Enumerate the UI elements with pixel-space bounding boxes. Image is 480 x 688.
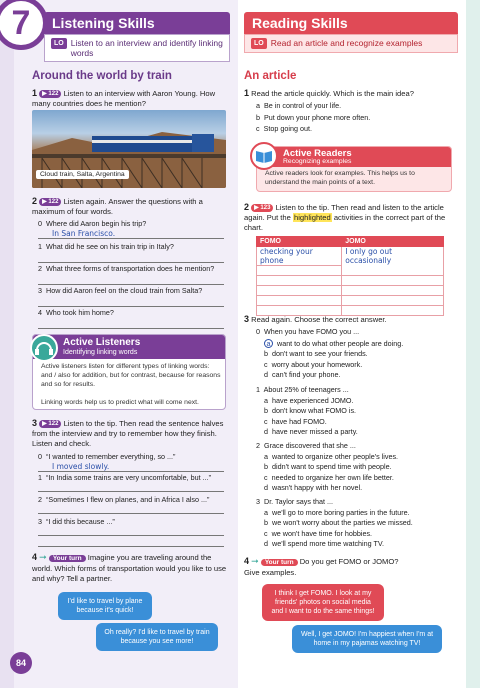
option-text: wanted to organize other people's lives. <box>272 451 399 461</box>
q3-item-1 <box>38 473 224 492</box>
question-number: 2 <box>32 196 38 206</box>
listening-header <box>44 12 230 62</box>
item-number: 3 <box>38 286 42 295</box>
your-turn-tag: Your turn <box>261 559 298 566</box>
answer-field[interactable] <box>38 306 224 307</box>
speaking-icon: ➞ <box>39 552 47 562</box>
option-d[interactable] <box>256 483 460 493</box>
speech-bubble-1: I'd like to travel by plane because it's quick! <box>58 592 152 620</box>
lo-tag: LO <box>251 38 267 49</box>
speech-bubble-4: Well, I get JOMO! I'm happiest when I'm at home in my pajamas watching TV! <box>292 625 442 653</box>
answer-field[interactable] <box>38 546 224 547</box>
objective-text: Read an article and recognize examples <box>270 38 423 48</box>
circled-answer: a <box>264 339 273 348</box>
headphones-icon <box>29 333 59 363</box>
option-letter: b <box>264 406 268 415</box>
question-number: 1 <box>244 88 250 98</box>
option-b[interactable] <box>256 113 456 123</box>
jomo-cell[interactable] <box>342 286 444 296</box>
q1-options <box>256 101 456 134</box>
group-question: Dr. Taylor says that ... <box>264 497 333 506</box>
option-text: don't want to see your friends. <box>272 349 368 358</box>
option-letter: c <box>264 472 268 482</box>
q3-item-3 <box>38 517 224 547</box>
group-question: About 25% of teenagers ... <box>263 385 349 394</box>
your-turn-tag: Your turn <box>49 555 86 562</box>
speech-bubble-2: Oh really? I'd like to travel by train because you see more! <box>96 623 218 651</box>
q2-item-2 <box>38 264 224 285</box>
active-listeners-subtitle: Identifying linking words <box>63 349 138 356</box>
option-text: Stop going out. <box>263 124 312 133</box>
option-letter: c <box>256 124 260 133</box>
question-text-cont: activities in the correct part of the chart. <box>244 213 446 232</box>
item-number: 4 <box>38 308 42 317</box>
option-letter: a <box>256 101 260 110</box>
left-edge-strip <box>0 0 14 688</box>
option-text: Put down your phone more often. <box>264 112 371 122</box>
option-letter: b <box>264 518 268 527</box>
option-letter: d <box>264 427 268 436</box>
option-d[interactable] <box>256 370 460 380</box>
reading-header <box>244 12 458 56</box>
right-question-4 <box>244 556 458 578</box>
active-readers-box <box>256 146 452 192</box>
question-text: Listen to the tip. Then read the sentence halves from the interview and try to remember how they finish. Listen and check. <box>32 419 224 448</box>
group-question: When you have FOMO you ... <box>264 327 360 336</box>
active-listeners-body: Active listeners listen for different types of linking words: and / also for addition, but for contrast, because for reasons and so for results. <box>41 363 221 388</box>
jomo-cell[interactable]: I only go out occasionally <box>342 247 444 276</box>
audio-track-number: 123 <box>260 205 271 211</box>
right-question-3 <box>244 314 456 325</box>
answer-field[interactable] <box>38 262 224 263</box>
question-number: 3 <box>244 314 250 324</box>
option-b[interactable] <box>256 518 460 528</box>
fomo-header: FOMO <box>257 237 342 247</box>
jomo-header: JOMO <box>342 237 444 247</box>
q3-group-2 <box>256 441 460 493</box>
option-letter: c <box>264 416 268 426</box>
item-question: How did Aaron feel on the cloud train from Salta? <box>46 286 203 295</box>
answer-field[interactable] <box>38 491 224 492</box>
q2-item-3 <box>38 286 224 307</box>
fomo-cell[interactable]: checking your phone <box>257 247 342 266</box>
item-number: 1 <box>38 242 42 251</box>
q3-item-2 <box>38 495 224 514</box>
objective-text: Listen to an interview and identify linking words <box>70 38 223 58</box>
answer-field[interactable] <box>38 284 224 285</box>
item-question: “I wanted to remember everything, so ...” <box>46 452 176 461</box>
question-text-2: Give examples. <box>244 568 297 577</box>
audio-track-icon[interactable]: ▶ 122 <box>39 420 61 428</box>
active-listeners-box <box>32 334 226 410</box>
option-d[interactable] <box>256 427 460 437</box>
active-readers-subtitle: Recognizing examples <box>283 158 352 165</box>
q3-item-0 <box>38 452 224 472</box>
audio-track-icon[interactable]: ▶ 122 <box>39 90 61 98</box>
speech-bubble-3: I think I get FOMO. I look at my friends' photos on social media and I want to do the same things! <box>262 584 384 621</box>
audio-track-icon[interactable]: ▶ 123 <box>251 204 273 212</box>
right-question-1 <box>244 88 458 99</box>
option-text: want to do what other people are doing. <box>277 338 404 348</box>
right-question-2 <box>244 202 456 233</box>
option-letter: b <box>256 112 260 122</box>
option-c[interactable] <box>256 529 460 539</box>
question-number: 2 <box>244 202 250 212</box>
item-question: “In India some trains are very uncomfortable, but ...” <box>46 473 211 482</box>
option-c[interactable] <box>256 417 460 427</box>
answer-field[interactable] <box>38 513 224 514</box>
option-text: Be in control of your life. <box>264 101 342 110</box>
option-text: we'll go to more boring parties in the future. <box>272 507 410 517</box>
option-letter: a <box>264 507 268 517</box>
option-a[interactable] <box>256 452 460 462</box>
group-number: 1 <box>256 385 260 394</box>
group-question: Grace discovered that she ... <box>264 441 356 450</box>
question-text: Listen again. Answer the questions with a maximum of four words. <box>32 197 203 216</box>
fomo-cell[interactable] <box>257 286 342 296</box>
option-b[interactable] <box>256 462 460 472</box>
audio-track-icon[interactable]: ▶ 122 <box>39 198 61 206</box>
answer-field[interactable] <box>38 535 224 536</box>
fomo-cell[interactable] <box>257 296 342 306</box>
option-text: don't know what FOMO is. <box>272 406 357 415</box>
option-letter: d <box>264 370 268 379</box>
book-icon <box>249 141 279 171</box>
right-edge-strip <box>466 0 480 688</box>
option-a[interactable] <box>256 101 456 111</box>
audio-track-number: 122 <box>48 91 59 97</box>
question-number: 1 <box>32 88 38 98</box>
question-text: Listen to the tip. Then read and listen to the article again. Put the <box>244 203 444 222</box>
option-text: worry about your homework. <box>271 359 363 369</box>
left-question-2 <box>32 196 228 217</box>
listening-objective <box>44 34 230 62</box>
jomo-cell[interactable] <box>342 276 444 286</box>
item-number: 2 <box>38 264 42 273</box>
group-number: 3 <box>256 497 260 506</box>
option-letter: d <box>264 539 268 548</box>
fomo-cell[interactable] <box>257 266 342 276</box>
question-text: Do you get FOMO or JOMO? <box>299 557 399 566</box>
audio-track-number: 122 <box>48 421 59 427</box>
option-c[interactable] <box>256 124 456 134</box>
q2-item-4 <box>38 308 224 329</box>
q3-group-3 <box>256 497 460 549</box>
option-text: needed to organize her own life better. <box>271 472 394 482</box>
jomo-cell[interactable] <box>342 296 444 306</box>
answer-field[interactable]: I moved slowly. <box>38 462 224 473</box>
question-text: Imagine you are traveling around the world. Which forms of transportation would you like to use and why? Tell a partner. <box>32 553 227 583</box>
q3-group-1 <box>256 385 460 437</box>
option-text: we won't worry about the parties we missed. <box>272 518 413 527</box>
option-b[interactable] <box>256 406 460 416</box>
left-question-1 <box>32 88 228 109</box>
option-a[interactable] <box>256 396 460 406</box>
item-question: What did he see on his train trip in Italy? <box>46 242 174 251</box>
left-question-3 <box>32 418 228 449</box>
listening-title: Listening Skills <box>44 12 230 34</box>
item-number: 1 <box>38 473 42 482</box>
item-number: 0 <box>38 452 42 461</box>
option-text: have never missed a party. <box>272 427 358 436</box>
group-number: 0 <box>256 327 260 336</box>
question-text: Listen to an interview with Aaron Young. How many countries does he mention? <box>32 89 216 108</box>
unit-number-badge: 7 <box>0 0 48 50</box>
active-listeners-body2: Linking words help us to predict what will come next. <box>41 399 199 406</box>
page-number: 84 <box>10 652 32 674</box>
option-text: wasn't happy with her novel. <box>272 483 363 492</box>
option-text: have had FOMO. <box>271 416 327 426</box>
item-question: What three forms of transportation does he mention? <box>46 264 215 273</box>
item-number: 0 <box>38 219 42 228</box>
answer-field[interactable] <box>38 328 224 329</box>
q2-item-1 <box>38 242 224 263</box>
active-listeners-title: Active Listeners <box>63 337 141 348</box>
option-letter: d <box>264 483 268 492</box>
item-question: “Sometimes I flew on planes, and in Africa I also ...” <box>46 495 210 504</box>
fomo-cell[interactable] <box>257 276 342 286</box>
reading-objective <box>244 34 458 53</box>
item-question: “I did this because ...” <box>46 517 115 526</box>
left-question-4 <box>32 552 228 584</box>
option-letter: b <box>264 462 268 471</box>
option-d[interactable] <box>256 539 460 549</box>
option-text: can't find your phone. <box>272 370 341 379</box>
item-question: Where did Aaron begin his trip? <box>46 219 147 228</box>
option-c[interactable] <box>256 360 460 370</box>
item-number: 3 <box>38 517 42 526</box>
option-letter: c <box>264 359 268 369</box>
option-a[interactable] <box>256 339 460 349</box>
question-number: 4 <box>32 552 38 562</box>
item-question: Who took him home? <box>46 308 114 317</box>
right-section-title: An article <box>244 70 297 82</box>
option-letter: b <box>264 349 268 358</box>
option-text: didn't want to spend time with people. <box>272 462 392 471</box>
option-letter: a <box>264 451 268 461</box>
speaking-icon: ➞ <box>251 556 259 566</box>
question-text: Read the article quickly. Which is the main idea? <box>251 89 414 98</box>
option-b[interactable] <box>256 349 460 359</box>
option-letter: c <box>264 528 268 538</box>
question-text: Read again. Choose the correct answer. <box>251 315 387 324</box>
active-readers-body: Active readers look for examples. This helps us to understand the main points of a text. <box>265 170 415 186</box>
audio-track-number: 122 <box>48 199 59 205</box>
group-number: 2 <box>256 441 260 450</box>
q3-group-0 <box>256 327 460 380</box>
active-readers-title: Active Readers <box>283 148 352 159</box>
reading-title: Reading Skills <box>244 12 458 34</box>
answer-field[interactable]: In San Francisco. <box>38 229 224 240</box>
option-text: have experienced JOMO. <box>272 395 354 405</box>
highlighted-word: highlighted <box>293 213 331 222</box>
question-number: 3 <box>32 418 38 428</box>
photo-caption: Cloud train, Salta, Argentina <box>36 170 129 179</box>
option-a[interactable] <box>256 508 460 518</box>
option-letter: a <box>264 395 268 405</box>
left-section-title: Around the world by train <box>32 70 172 82</box>
fomo-jomo-chart <box>256 236 444 316</box>
option-c[interactable] <box>256 473 460 483</box>
option-text: we won't have time for hobbies. <box>271 528 373 538</box>
question-number: 4 <box>244 556 250 566</box>
item-number: 2 <box>38 495 42 504</box>
q2-item-0 <box>38 219 224 239</box>
option-text: we'll spend more time watching TV. <box>272 539 385 548</box>
lo-tag: LO <box>51 38 67 49</box>
